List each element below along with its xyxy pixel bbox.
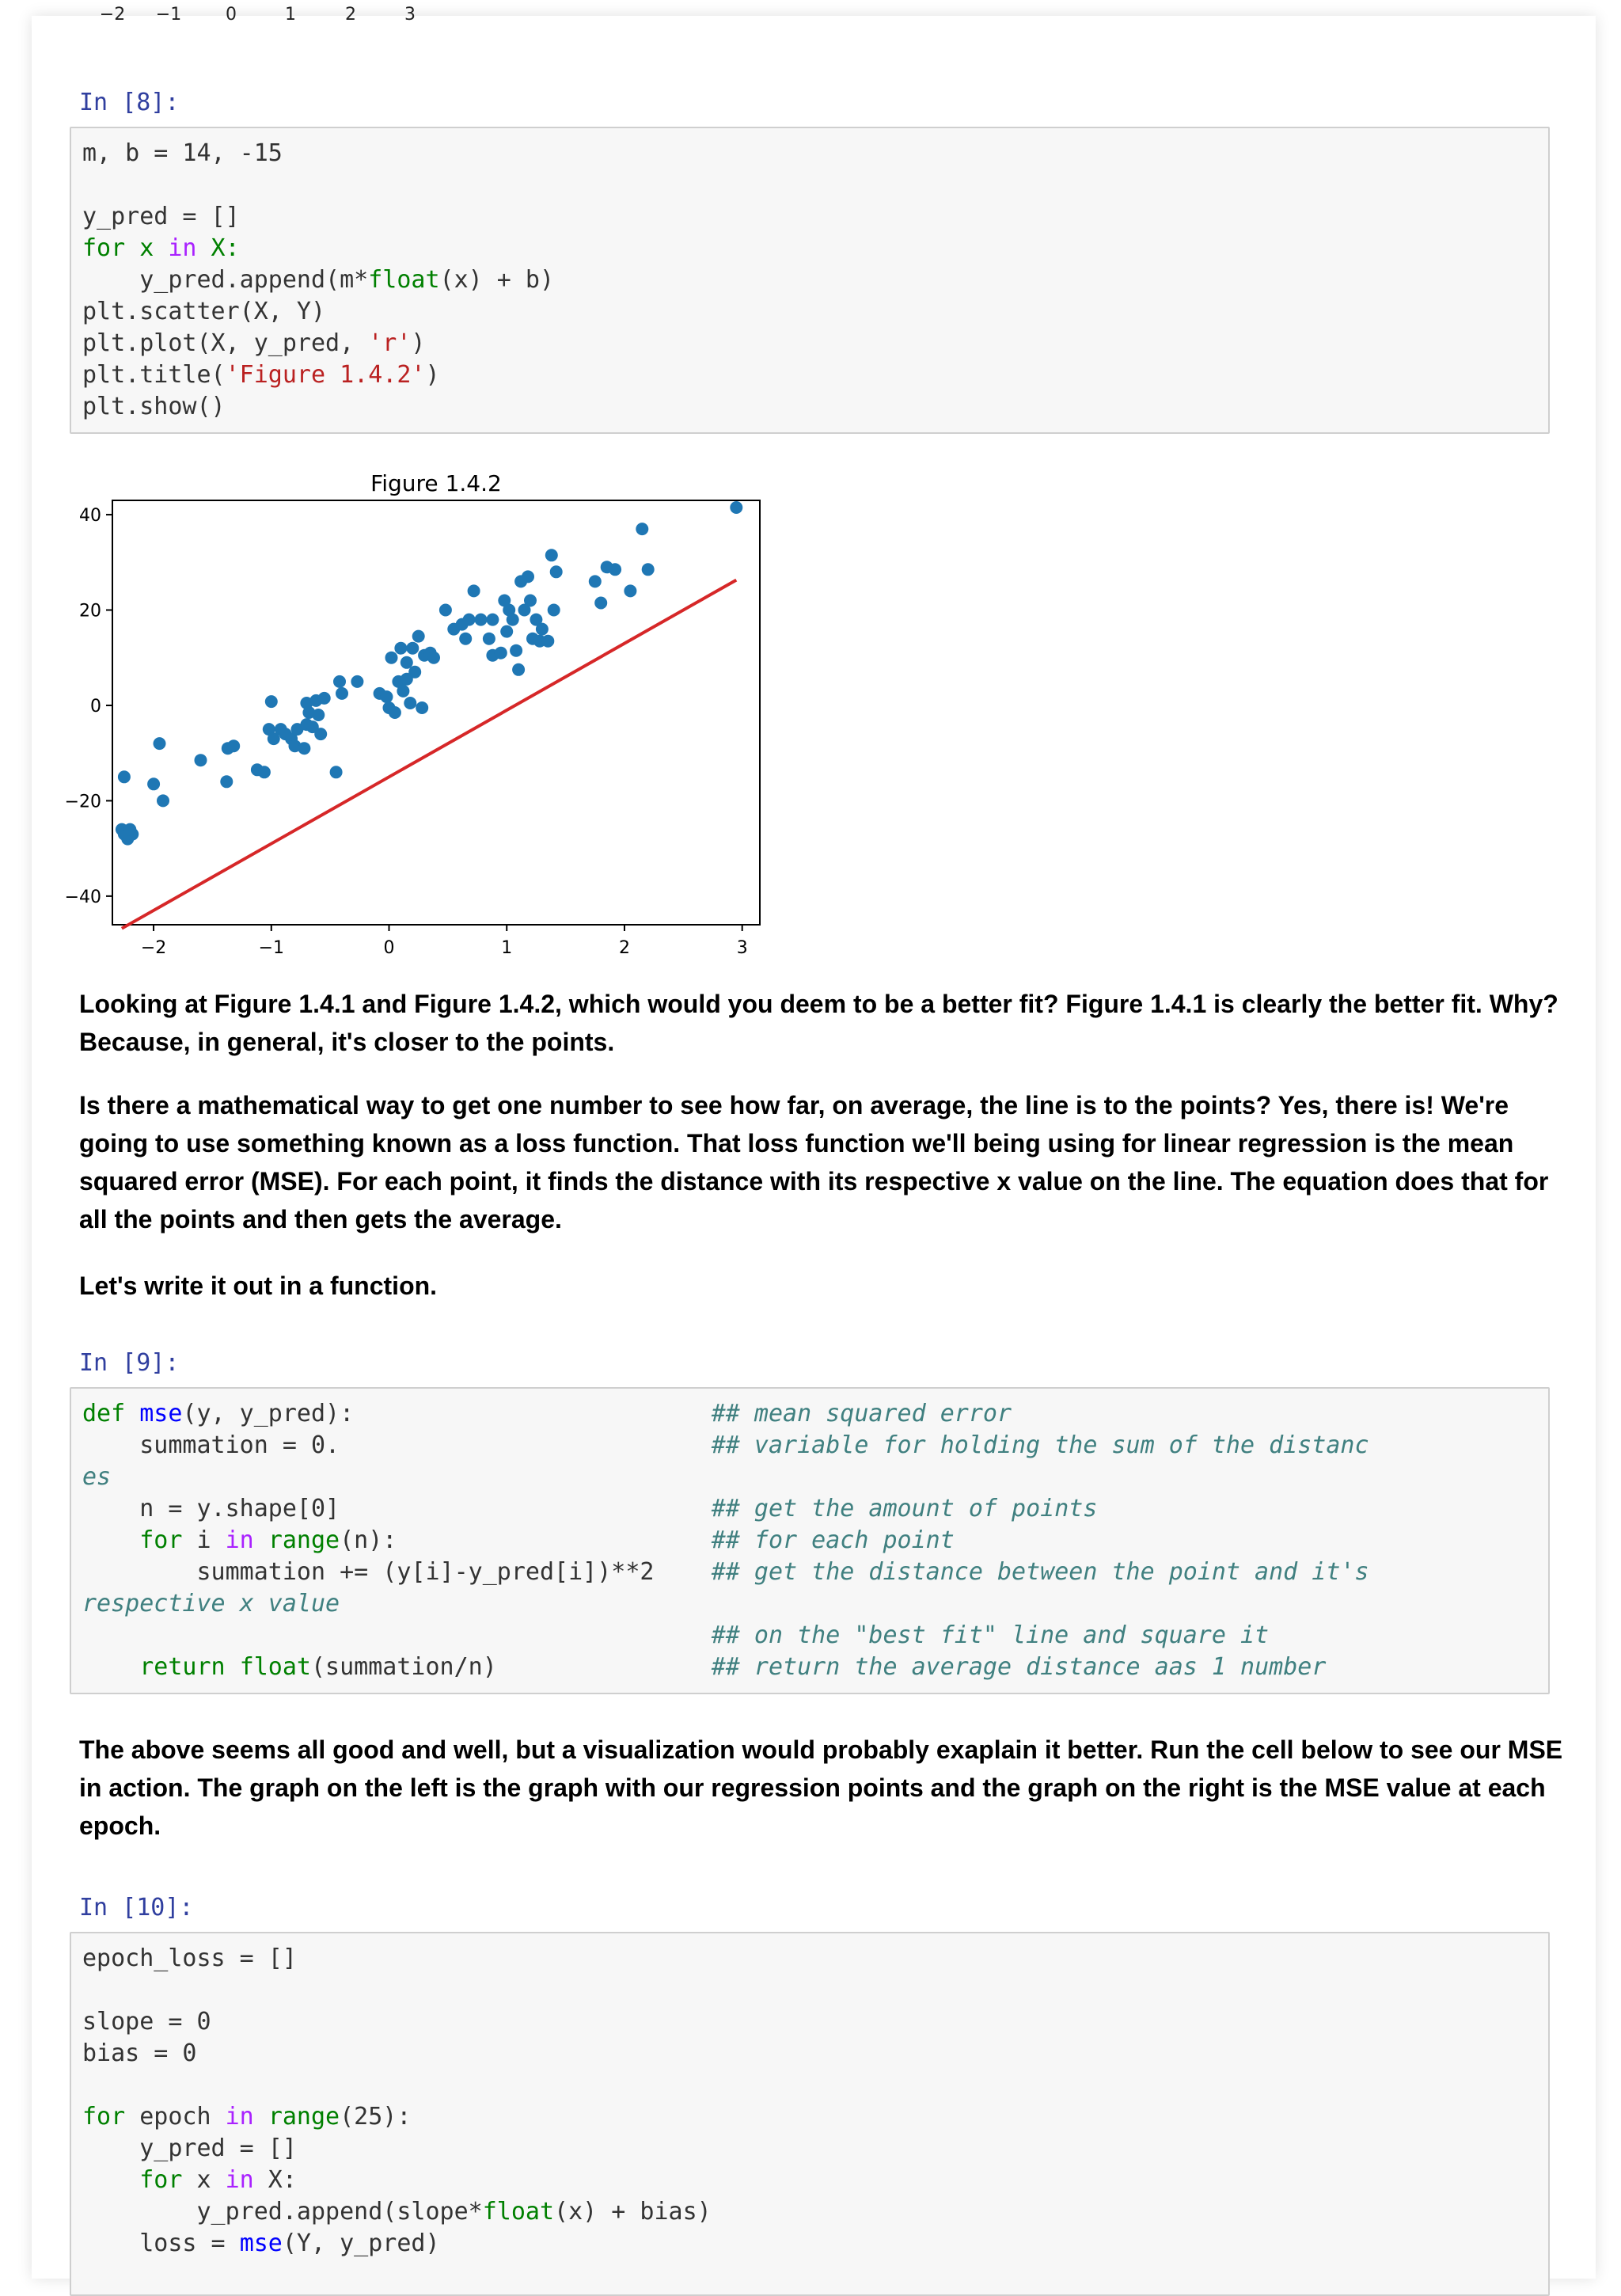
cell-10-code[interactable] <box>71 1933 1548 2269</box>
scatter-point <box>548 604 560 617</box>
scatter-point <box>258 766 271 778</box>
cell-9-code[interactable] <box>71 1389 1548 1693</box>
scatter-point <box>475 614 488 626</box>
plot-title: Figure 1.4.2 <box>370 470 502 496</box>
scatter-point <box>463 614 476 626</box>
plot-axes-frame <box>112 500 760 925</box>
scatter-point <box>524 595 537 607</box>
code-line: respective x value <box>82 1590 340 1617</box>
code-line: return float(summation/n) ## return the average distance aas 1 number <box>139 1653 1327 1681</box>
code-line: loss = mse(Y, y_pred) <box>82 2229 440 2257</box>
scatter-point <box>594 597 607 610</box>
y-tick-label: −40 <box>64 887 101 907</box>
scatter-point <box>510 644 522 657</box>
plot-marks <box>116 501 742 929</box>
cell-10-code-editor[interactable] <box>70 1932 1550 2296</box>
scatter-point <box>401 656 413 669</box>
tick-label: −1 <box>155 5 182 25</box>
x-tick-label: −1 <box>258 938 285 958</box>
x-tick-label: 2 <box>618 938 630 958</box>
markdown-paragraph: Looking at Figure 1.4.1 and Figure 1.4.2, which would you deem to be a better fit? Figure 1.4.1 is clearly the better fit. Why? Because, in general, it's closer to the points. <box>79 990 1558 1056</box>
scatter-point <box>336 687 348 700</box>
scatter-point <box>312 709 325 721</box>
scatter-point <box>427 652 440 664</box>
cell-9-prompt: In [9]: <box>79 1349 180 1377</box>
scatter-point <box>459 633 472 645</box>
scatter-point <box>314 728 327 740</box>
code-line: summation += (y[i]-y_pred[i])**2 ## get the distance between the point and it's <box>82 1558 1369 1586</box>
scatter-point <box>381 690 393 703</box>
scatter-point <box>624 584 636 597</box>
scatter-point <box>486 614 499 626</box>
scatter-point <box>118 770 131 783</box>
cell-8-prompt: In [8]: <box>79 89 180 116</box>
y-tick-label: 40 <box>79 506 101 526</box>
scatter-point <box>385 652 398 664</box>
scatter-point <box>408 666 421 679</box>
x-tick-label: −2 <box>140 938 167 958</box>
markdown-paragraph: Is there a mathematical way to get one number to see how far, on average, the line is to the points? Yes, there is! We're going to use something known as a loss function. That loss function we'll being using for linear regression is the mean squared error (MSE). For each point, it finds the distance with its respective x value on the line. The equation does that for all the points and then gets the average. <box>79 1091 1549 1234</box>
x-tick-label: 3 <box>736 938 748 958</box>
scatter-point <box>545 549 558 561</box>
scatter-point <box>730 501 742 514</box>
notebook-page <box>32 5 1596 2279</box>
code-line: for i in range(n): ## for each point <box>139 1526 955 1554</box>
regression-line <box>122 580 736 929</box>
scatter-point <box>495 647 507 660</box>
y-tick-label: 0 <box>90 696 101 717</box>
scatter-point <box>333 675 346 688</box>
code-line: y_pred.append(slope*float(x) + bias) <box>82 2198 712 2226</box>
markdown-paragraph: Let's write it out in a function. <box>79 1272 438 1300</box>
scatter-point <box>227 739 240 752</box>
x-tick-label: 0 <box>383 938 395 958</box>
scatter-point <box>522 570 534 583</box>
scatter-point <box>609 563 621 576</box>
markdown-paragraph: The above seems all good and well, but a visualization would probably exaplain it better. Run the cell below to see our MSE in action. The graph on the left is the graph with our regression points and the graph on the right is the MSE value at each epoch. <box>79 1735 1563 1840</box>
scatter-point <box>636 523 648 535</box>
scatter-point <box>330 766 343 778</box>
scatter-point <box>397 685 409 698</box>
scatter-point <box>157 794 169 807</box>
scatter-point <box>483 633 495 645</box>
code-line: summation = 0. ## variable for holding the sum of the distanc <box>82 1431 1369 1459</box>
scatter-point <box>500 625 513 638</box>
scatter-point <box>406 642 419 655</box>
scatter-point <box>439 604 452 617</box>
scatter-point <box>154 737 166 750</box>
scatter-point <box>507 614 519 626</box>
previous-plot-x-ticks <box>32 5 1596 35</box>
code-line: plt.plot(X, y_pred, 'r') <box>82 329 426 357</box>
code-line: for epoch in range(25): <box>82 2103 412 2131</box>
scatter-point <box>389 706 401 719</box>
code-line: y_pred = [] <box>82 203 240 230</box>
tick-label: 3 <box>404 5 416 25</box>
code-line: slope = 0 <box>82 2008 211 2036</box>
code-line: for x in X: <box>139 2166 297 2194</box>
figure-1-4-2-plot <box>64 459 839 966</box>
code-line: plt.title('Figure 1.4.2') <box>82 361 440 389</box>
scatter-point <box>123 823 136 836</box>
code-line: es <box>82 1463 112 1491</box>
tick-label: 1 <box>285 5 296 25</box>
code-line: plt.scatter(X, Y) <box>82 298 326 325</box>
scatter-point <box>318 692 331 705</box>
scatter-point <box>412 630 425 643</box>
code-line: plt.show() <box>82 393 226 420</box>
cell-9-code-editor[interactable] <box>70 1387 1550 1694</box>
code-line: y_pred = [] <box>82 2134 297 2162</box>
code-line: n = y.shape[0] ## get the amount of points <box>82 1495 1098 1522</box>
scatter-point <box>265 695 278 708</box>
scatter-point <box>468 584 480 597</box>
code-line: bias = 0 <box>82 2039 197 2067</box>
scatter-point <box>416 701 428 714</box>
code-line: for x in X: <box>82 234 240 262</box>
y-tick-label: −20 <box>64 792 101 812</box>
scatter-point <box>550 565 563 578</box>
scatter-point <box>220 775 233 788</box>
code-line: def mse(y, y_pred): ## mean squared error <box>82 1400 1012 1427</box>
code-line: epoch_loss = [] <box>82 1944 297 1972</box>
scatter-point <box>298 742 310 755</box>
tick-label: 2 <box>345 5 356 25</box>
scatter-point <box>404 697 416 709</box>
scatter-point <box>512 663 525 676</box>
scatter-point <box>536 623 549 636</box>
cell-10-prompt: In [10]: <box>79 1894 194 1922</box>
tick-label: 0 <box>226 5 237 25</box>
scatter-point <box>541 635 554 648</box>
scatter-point <box>147 777 160 790</box>
y-tick-label: 20 <box>79 601 101 622</box>
cell-8-code[interactable] <box>71 128 1548 432</box>
code-line: ## on the "best fit" line and square it <box>82 1621 1270 1649</box>
x-tick-label: 1 <box>501 938 513 958</box>
code-line: y_pred.append(m*float(x) + b) <box>82 266 555 294</box>
scatter-point <box>642 563 655 576</box>
code-line: m, b = 14, -15 <box>82 139 283 167</box>
scatter-point <box>351 675 363 688</box>
scatter-point <box>195 754 207 766</box>
cell-8-code-editor[interactable] <box>70 127 1550 434</box>
tick-label: −2 <box>99 5 126 25</box>
scatter-point <box>589 575 602 587</box>
scatter-point <box>394 642 407 655</box>
